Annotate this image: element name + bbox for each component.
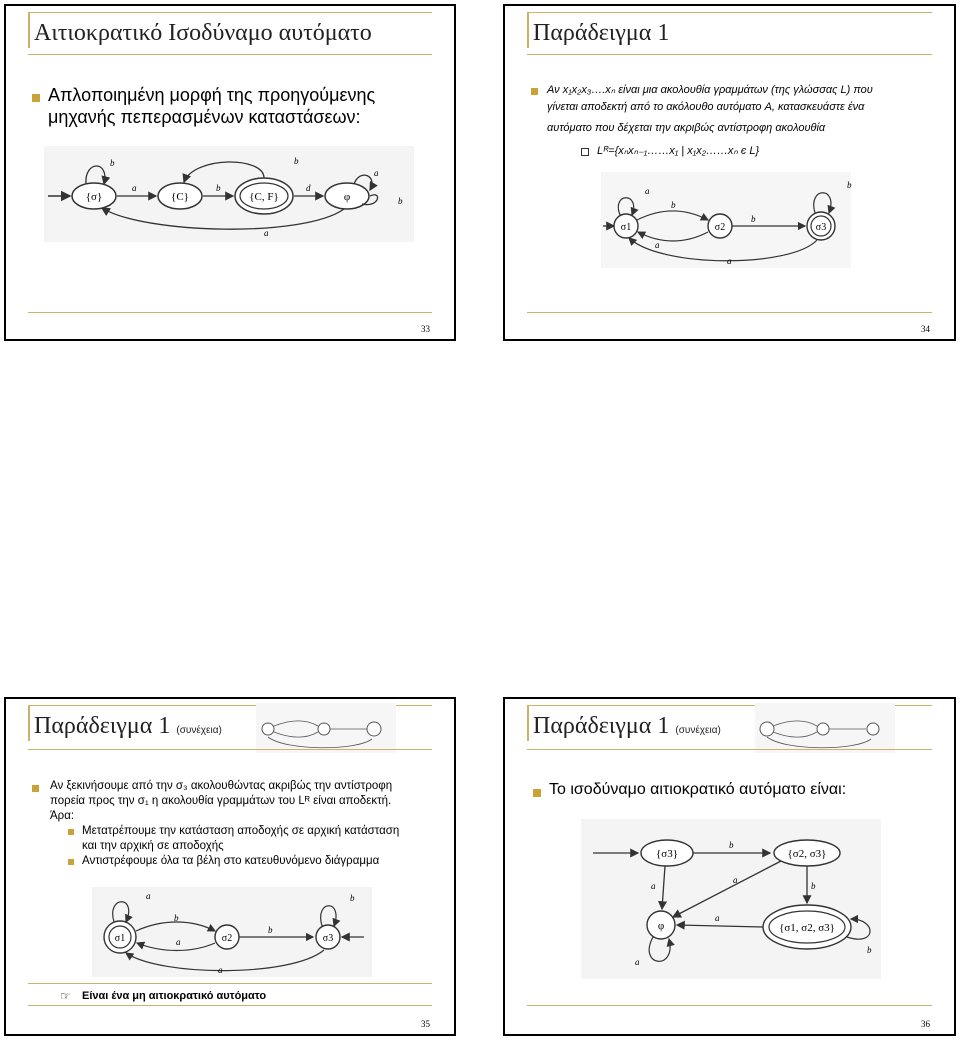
slide-title bbox=[533, 713, 721, 740]
sub-bullet-icon bbox=[68, 829, 74, 835]
bullet-text bbox=[50, 779, 392, 824]
edge-label: a bbox=[146, 891, 151, 901]
pointing-hand-icon: ☞ bbox=[60, 989, 71, 1003]
edge-label: a bbox=[651, 881, 656, 891]
edge-label: a bbox=[733, 875, 738, 885]
slide-rule bbox=[28, 12, 432, 13]
bullet-text: Το ισοδύναμο αιτιοκρατικό αυτόματο είναι: bbox=[549, 781, 847, 798]
state-label: {C, F} bbox=[249, 191, 279, 203]
bullet-icon bbox=[531, 88, 538, 95]
edge-label: b bbox=[216, 183, 221, 193]
edge-label: b bbox=[751, 214, 756, 224]
state-label: φ bbox=[657, 920, 665, 932]
edge-label: a bbox=[374, 168, 379, 178]
edge-label: a bbox=[635, 957, 640, 967]
state-label: {σ3} bbox=[656, 848, 678, 860]
edge-label: b bbox=[671, 200, 676, 210]
slide-36 bbox=[503, 697, 956, 1036]
edge-label: a bbox=[264, 228, 269, 238]
state-label: σ3 bbox=[815, 222, 827, 233]
state-label: {σ1, σ2, σ3} bbox=[779, 922, 835, 934]
edge-label: a bbox=[218, 965, 223, 975]
slide-subtitle: (συνέχεια) bbox=[176, 725, 222, 736]
edge-label: b bbox=[398, 196, 403, 206]
slide-title: Αιτιοκρατικό Ισοδύναμο αυτόματο bbox=[34, 20, 372, 46]
sub-bullet-text: Αντιστρέφουμε όλα τα βέλη στο κατευθυνόμενο διάγραμμα bbox=[82, 855, 380, 867]
bullet-text bbox=[48, 84, 375, 128]
slide-rule bbox=[527, 749, 932, 750]
edge-label: a bbox=[132, 183, 137, 193]
edge-label: b bbox=[350, 893, 355, 903]
bullet-text bbox=[547, 82, 873, 137]
text-line: Αν ξεκινήσουμε από την σ₃ ακολουθώντας ακριβώς την αντίστροφη bbox=[50, 780, 393, 792]
edge-label: a bbox=[715, 913, 720, 923]
slide-title: Παράδειγμα 1 bbox=[533, 20, 670, 46]
edge-label: b bbox=[847, 180, 852, 190]
state-label: φ bbox=[343, 191, 351, 203]
edge-label: a bbox=[176, 937, 181, 947]
slide-33 bbox=[4, 4, 456, 341]
edge-label: b bbox=[268, 925, 273, 935]
text-line: Αν x₁x₂x₃….xₙ είναι μια ακολουθία γραμμάτων (της γλώσσας L) που bbox=[547, 84, 873, 96]
state-label: σ3 bbox=[322, 933, 334, 944]
slide-rule bbox=[28, 749, 432, 750]
thumbnail-diagram bbox=[755, 703, 895, 753]
text-line: Μετατρέπουμε την κατάσταση αποδοχής σε αρχική κατάσταση bbox=[82, 825, 400, 837]
edge-label: b bbox=[811, 881, 816, 891]
edge-label: b bbox=[729, 840, 734, 850]
slide-subtitle: (συνέχεια) bbox=[675, 725, 721, 736]
edge-label: b bbox=[867, 945, 872, 955]
slide-rule bbox=[527, 705, 529, 741]
reversed-nfa-diagram bbox=[92, 887, 372, 977]
state-label: σ2 bbox=[714, 222, 726, 233]
sub-bullet-icon bbox=[68, 859, 74, 865]
edge-label: d bbox=[306, 183, 311, 193]
slide-34 bbox=[503, 4, 956, 341]
edge-label: b bbox=[110, 158, 115, 168]
page-number: 34 bbox=[921, 324, 930, 334]
edge-label: b bbox=[174, 913, 179, 923]
bullet-icon bbox=[32, 785, 39, 792]
text-line: και την αρχική σε αποδοχής bbox=[82, 840, 224, 852]
formula-text: Lᴿ={xₙxₙ₋₁……x₁ | x₁x₂……xₙ є L} bbox=[597, 145, 760, 157]
slide-rule bbox=[28, 983, 432, 984]
page-number: 36 bbox=[921, 1019, 930, 1029]
note-text: Είναι ένα μη αιτιοκρατικό αυτόματο bbox=[82, 990, 267, 1002]
slide-rule bbox=[28, 12, 30, 48]
slide-rule bbox=[527, 1005, 932, 1006]
thumbnail-diagram bbox=[256, 703, 396, 753]
slide-rule bbox=[527, 312, 932, 313]
edge-label: a bbox=[655, 240, 660, 250]
page-number: 35 bbox=[421, 1019, 430, 1029]
text-line: γίνεται αποδεκτή από το ακόλουθο αυτόματο A, κατασκευάστε ένα bbox=[547, 101, 865, 113]
slide-rule bbox=[527, 12, 932, 13]
edge-label: b bbox=[294, 156, 299, 166]
slide-rule bbox=[527, 12, 529, 48]
text-line: πορεία προς την σ₁ η ακολουθία γραμμάτων του Lᴿ είναι αποδεκτή. bbox=[50, 795, 392, 807]
nfa-diagram bbox=[601, 172, 851, 272]
sub-bullet-text bbox=[82, 824, 399, 854]
checkbox-bullet-icon bbox=[581, 148, 589, 156]
bullet-line: μηχανής πεπερασμένων καταστάσεων: bbox=[48, 107, 361, 127]
dfa-diagram bbox=[44, 146, 444, 246]
state-label: {σ} bbox=[85, 191, 103, 203]
state-label: σ2 bbox=[221, 933, 233, 944]
slide-rule bbox=[28, 54, 432, 55]
slide-rule bbox=[28, 705, 30, 741]
slide-title bbox=[34, 713, 222, 740]
slide-rule bbox=[28, 1005, 432, 1006]
state-label: {σ2, σ3} bbox=[787, 848, 827, 860]
state-label: σ1 bbox=[620, 222, 632, 233]
edge-label: a bbox=[645, 186, 650, 196]
slide-title-text: Παράδειγμα 1 bbox=[533, 713, 670, 739]
dfa-diagram bbox=[581, 819, 881, 979]
text-line: αυτόματο που δέχεται την ακριβώς αντίστροφη ακολουθία bbox=[547, 122, 826, 134]
bullet-icon bbox=[533, 789, 541, 797]
slide-title-text: Παράδειγμα 1 bbox=[34, 713, 171, 739]
edge-label: a bbox=[727, 256, 732, 266]
state-label: {C} bbox=[171, 191, 189, 203]
page-number: 33 bbox=[421, 324, 430, 334]
bullet-icon bbox=[32, 94, 40, 102]
slide-rule bbox=[527, 54, 932, 55]
slide-35 bbox=[4, 697, 456, 1036]
bullet-line: Απλοποιημένη μορφή της προηγούμενης bbox=[48, 85, 376, 105]
text-line: Άρα: bbox=[50, 810, 75, 822]
slide-rule bbox=[28, 312, 432, 313]
state-label: σ1 bbox=[114, 933, 126, 944]
